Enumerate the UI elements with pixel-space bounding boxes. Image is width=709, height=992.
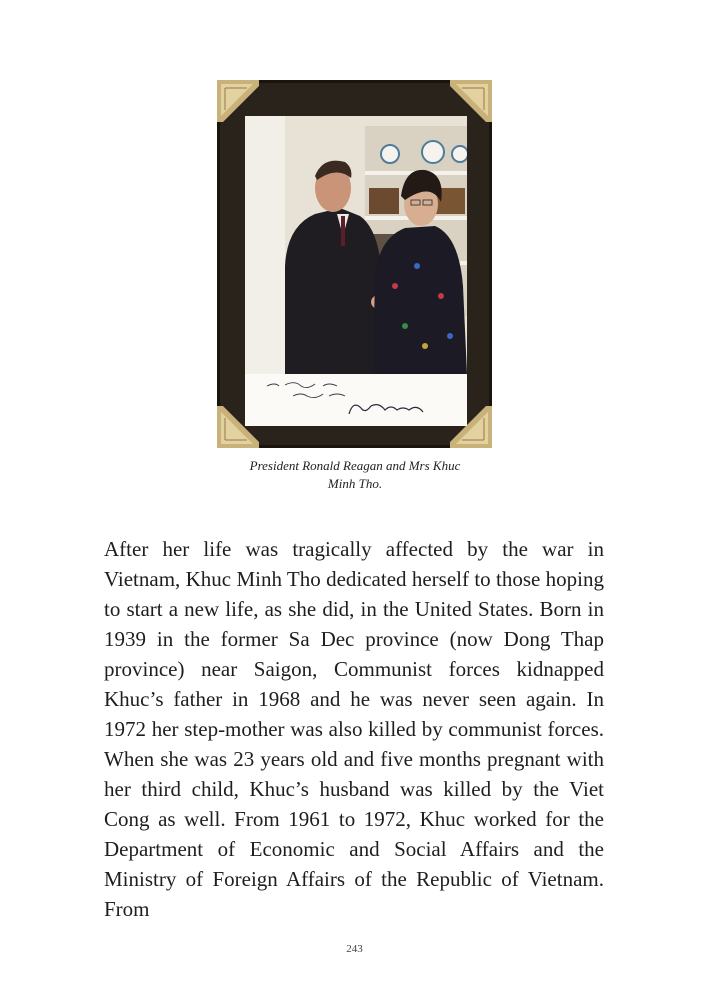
caption-line: Minh Tho. [327, 476, 383, 491]
handwritten-inscription [245, 374, 467, 426]
photo-frame [217, 80, 492, 448]
body-paragraph: After her life was tragically affected by the war in Vietnam, Khuc Minh Tho dedicated herself to those hoping to start a new life, as she did, in the United States. Born in 1939 in the former Sa Dec province (now Dong Thap province) near Saigon, Communist forces kidnapped Khuc’s father in 1968 and he was never seen again. In 1972 her step-mother was also killed by communist forces. When she was 23 years old and five months pregnant with her third child, Khuc’s husband was killed by the Viet Cong as well. From 1961 to 1972, Khuc worked for the Department of Economic and Social Affairs and the Ministry of Foreign Affairs of the Republic of Vietnam. From [104, 537, 604, 921]
caption-line: President Ronald Reagan and Mrs Khuc [249, 458, 461, 473]
autograph-inscription [245, 374, 467, 426]
page-number: 243 [346, 943, 363, 955]
photo-scene [245, 116, 467, 374]
photo-caption [200, 457, 510, 493]
photograph [245, 116, 467, 426]
